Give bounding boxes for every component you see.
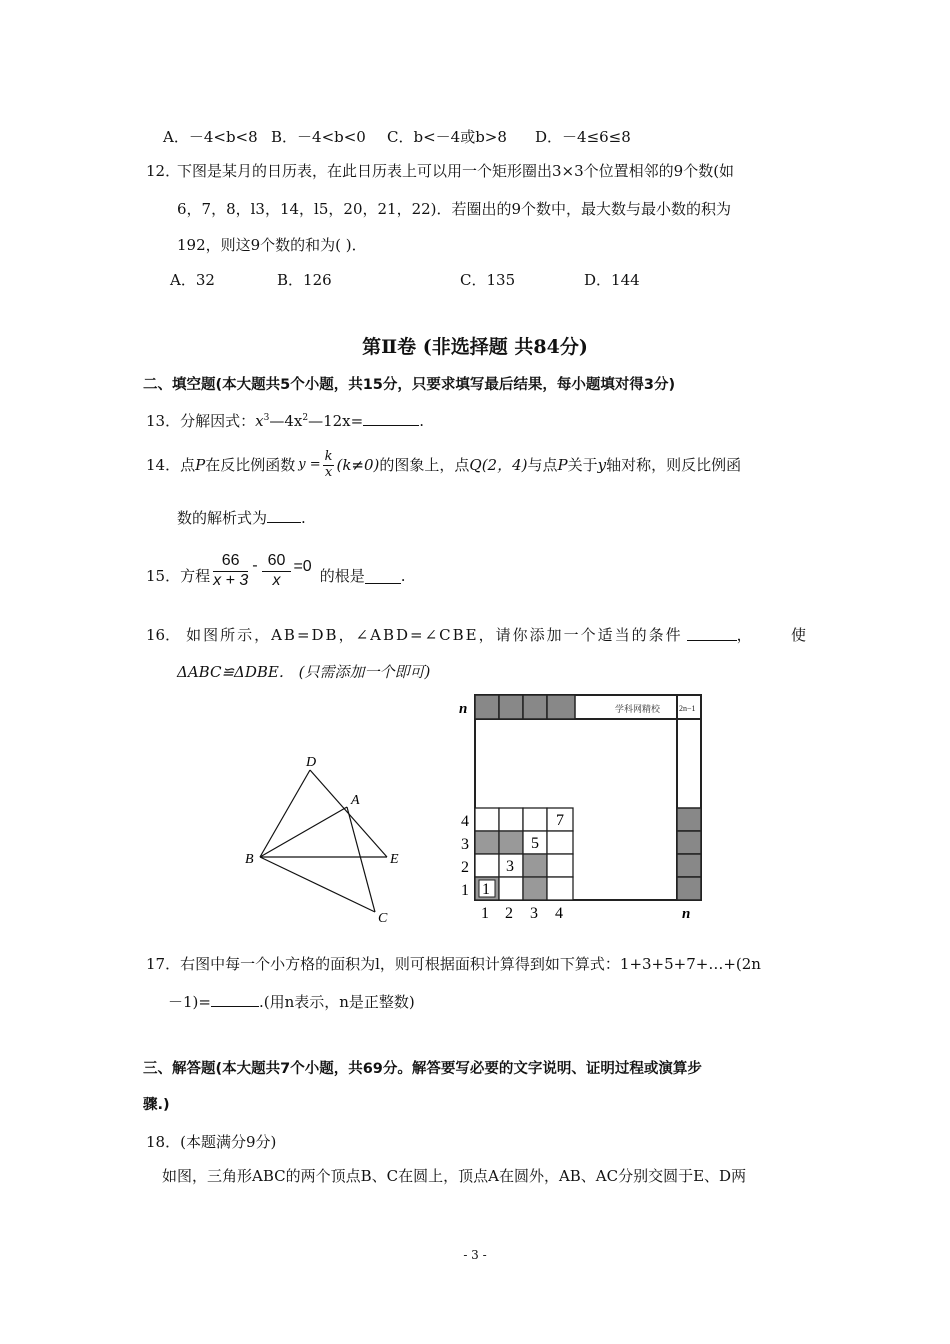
q18-header	[146, 1133, 276, 1151]
q14-fraction	[323, 450, 335, 480]
q15-minus: -	[252, 554, 258, 574]
q14-answer-blank[interactable]	[267, 508, 301, 523]
grid-col-label-1: 1	[481, 905, 489, 922]
q14-p: P	[195, 456, 206, 474]
q15-tail: 的根是	[319, 567, 365, 585]
q12-option-a: A．32	[170, 271, 215, 289]
grid-watermark: 学科网精校	[615, 704, 661, 714]
grid-row-label-3: 3	[461, 836, 469, 853]
q16-answer-blank[interactable]	[687, 626, 737, 641]
label-b: B	[245, 852, 254, 867]
q14-line2-text: 数的解析式为	[177, 509, 268, 527]
q13-expr-b: —4x	[269, 412, 303, 430]
q15-eq: =0	[293, 557, 312, 575]
q15-den1: x + 3	[213, 572, 249, 590]
q11-option-d: D．－4≤6≤8	[535, 128, 631, 146]
q11-option-c: C．b<－4或b>8	[387, 128, 507, 146]
triangle-figure	[240, 750, 410, 930]
grid-n-bottom: n	[682, 906, 691, 922]
q15-answer-blank[interactable]	[365, 569, 401, 584]
grid-col-label-3: 3	[530, 905, 538, 922]
q15-num2: 60	[262, 552, 292, 573]
section3-heading-line1: 三、解答题(本大题共7个小题，共69分。解答要写必要的文字说明、证明过程或演算步	[143, 1061, 702, 1077]
q17-line2-b: .(用n表示，n是正整数)	[258, 993, 415, 1011]
q15-fraction-1	[213, 552, 248, 590]
q16-line1	[146, 626, 806, 644]
q11-option-b: B．－4<b<0	[271, 128, 366, 146]
q14-number: 14．	[146, 456, 181, 474]
q14-line2	[177, 508, 306, 527]
q16-line2: ΔABC≌ΔDBE． (只需添加一个即可)	[177, 663, 431, 681]
grid-corner-label: 2n−1	[679, 704, 696, 713]
q14-text-c: 的图象上，点	[379, 456, 470, 474]
q15-fraction-2	[262, 552, 292, 590]
q17-line1	[146, 955, 761, 973]
segment-bd	[260, 770, 310, 857]
label-c: C	[378, 911, 388, 926]
q13-end: .	[419, 412, 424, 430]
page-number: - 3 -	[463, 1248, 487, 1262]
q17-answer-blank[interactable]	[211, 992, 259, 1007]
label-a: A	[351, 793, 360, 808]
grid-n-top: n	[459, 701, 468, 717]
q13-text: 分解因式：	[180, 412, 256, 430]
q14-cond: (k≠0)	[336, 456, 380, 474]
q15	[146, 540, 406, 590]
q13-number: 13．	[146, 412, 181, 430]
grid-row-label-1: 1	[461, 882, 469, 899]
grid-row-label-4: 4	[461, 813, 469, 830]
q14-frac-num: k	[324, 449, 333, 465]
q12-line3: 192，则这9个数的和为( )．	[177, 236, 367, 254]
grid-row-label-2: 2	[461, 859, 469, 876]
q14-p2: P	[557, 456, 568, 474]
label-e: E	[390, 852, 399, 867]
q14-q-point: Q(2，4)	[469, 456, 528, 474]
q16-comma: ，	[736, 626, 752, 644]
grid-cell-7: 7	[556, 812, 564, 829]
part2-title: 第Ⅱ卷 (非选择题 共84分)	[362, 336, 588, 358]
q15-number: 15．	[146, 567, 181, 585]
segment-bc	[260, 857, 375, 912]
grid-figure	[455, 690, 715, 926]
q14-end: .	[301, 509, 306, 527]
q14-y-eq: y =	[298, 457, 321, 473]
q13-exp-a: 3	[263, 413, 270, 423]
q15-num1: 66	[213, 552, 248, 573]
segment-ac	[347, 807, 375, 912]
q17-number: 17．	[146, 955, 181, 973]
segment-ba	[260, 807, 347, 857]
q15-end: .	[400, 567, 406, 585]
q14-frac-den: x	[324, 464, 333, 480]
label-d: D	[306, 755, 317, 770]
q14-y: y	[597, 456, 607, 474]
q16-shi: 使	[790, 626, 806, 644]
q12-option-b: B．126	[277, 271, 332, 289]
q15-text: 方程	[180, 567, 211, 585]
q13-exp-b: 2	[302, 413, 309, 423]
q11-option-a: A．－4<b<8	[163, 128, 258, 146]
q18-score: (本题满分9分)	[180, 1133, 277, 1151]
q14-text-d: 与点	[527, 456, 558, 474]
q12-line2: 6，7，8，l3，14，l5，20，21，22)．若圈出的9个数中，最大数与最小数的积为	[177, 200, 732, 218]
q12-option-d: D．144	[584, 271, 640, 289]
q18-number: 18．	[146, 1133, 181, 1151]
grid-cell-3: 3	[506, 858, 514, 875]
q12-line1: 下图是某月的日历表，在此日历表上可以用一个矩形圈出3×3个位置相邻的9个数(如	[177, 162, 735, 180]
q17-line2	[168, 992, 415, 1011]
q14-text-b: 在反比例函数	[205, 456, 296, 474]
q14-line1	[146, 442, 741, 488]
q14-text-e: 关于	[567, 456, 598, 474]
q13-answer-blank[interactable]	[363, 411, 419, 426]
grid-cell-5: 5	[531, 835, 539, 852]
q17-line1-text: 右图中每一个小方格的面积为l，则可根据面积计算得到如下算式：1+3+5+7+…+(2n	[180, 955, 761, 973]
q13	[146, 411, 424, 430]
q16-number: 16．	[146, 626, 181, 644]
grid-col-label-2: 2	[505, 905, 513, 922]
section3-heading-line2: 骤.)	[143, 1097, 170, 1113]
q17-line2-a: －1)=	[168, 993, 211, 1011]
q14-text-a: 点	[180, 456, 196, 474]
q13-expr-a: x	[255, 412, 264, 430]
grid-cell-1: 1	[482, 881, 490, 898]
q13-expr-c: —12x=	[308, 412, 364, 430]
q14-text-f: 轴对称，则反比例函	[606, 456, 742, 474]
q16-line1-text: 如图所示，AB=DB，∠ABD=∠CBE，请你添加一个适当的条件	[186, 626, 683, 644]
q15-den2: x	[272, 572, 281, 590]
section2-heading: 二、填空题(本大题共5个小题，共15分，只要求填写最后结果，每小题填对得3分)	[143, 377, 676, 393]
q12-option-c: C．135	[460, 271, 516, 289]
grid-col-label-4: 4	[555, 905, 563, 922]
q12-number: 12．	[146, 162, 181, 180]
q18-body: 如图，三角形ABC的两个顶点B、C在圆上，顶点A在圆外，AB、AC分别交圆于E、D两	[162, 1167, 747, 1185]
